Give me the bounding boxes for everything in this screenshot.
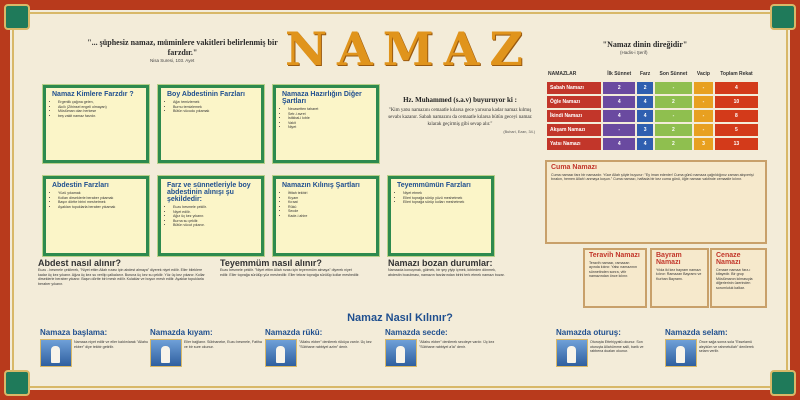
table-cell: 4	[603, 96, 635, 108]
step-text: Namaza niyet edilir ve eller kaldırılarak "Allahu ekber" diye tekbir getirilir.	[74, 340, 148, 349]
section-title: Abdest nasıl alınır?	[38, 258, 122, 268]
corner-ornament	[770, 370, 796, 396]
box-text: Cenaze namazı farz-ı kifayedir. Bir grup Müslümanın kılmasıyla diğerlerinin üzerinden sorumluluk kalkar.	[716, 268, 753, 290]
list-item: • Niyet	[288, 125, 370, 130]
table-row	[547, 110, 758, 122]
left-quote-source: Nisa Suresi, 103. Ayet	[150, 58, 195, 63]
card-title: Abdestin Farzları	[52, 182, 109, 189]
right-quote: "Namaz dinin direğidir"	[602, 40, 688, 49]
list-item: • Yüzü yıkamak	[58, 191, 140, 196]
list-item: • Vakit	[288, 121, 370, 126]
prayer-table-wrap	[545, 66, 760, 152]
left-quote: "... şüphesiz namaz, müminlere vakitleri belirlenmiş bir farzdır."	[87, 38, 278, 57]
step-kiyam	[150, 328, 268, 349]
table-header: Vacip	[696, 71, 710, 77]
cenaze-box	[710, 248, 767, 308]
table-cell: 8	[715, 110, 758, 122]
step-text: "Allahu ekber" denilerek rükûya varılır. Üç kez "Sübhane rabbiyel azim" denir.	[299, 340, 372, 349]
prayer-name: İkindi Namazı	[547, 110, 601, 122]
list-item: • Kade-i ahire	[288, 214, 370, 219]
abdest-section	[38, 258, 208, 286]
prayer-name: Yatsı Namazı	[547, 138, 601, 150]
list-item: • İftitah tekbiri	[288, 191, 370, 196]
table-cell: 4	[715, 82, 758, 94]
prayer-name: Akşam Namazı	[547, 124, 601, 136]
table-row	[547, 138, 758, 150]
table-cell: 3	[637, 124, 652, 136]
list-item: • Ağız üç kez yıkanır.	[173, 214, 255, 219]
table-cell: 2	[655, 138, 692, 150]
table-cell: -	[655, 82, 692, 94]
card-title: Farz ve sünnetleriyle boy abdestinin alınışı şu şekildedir:	[167, 182, 251, 203]
table-cell: 4	[637, 138, 652, 150]
list-item: • Burna su çekilir.	[173, 219, 255, 224]
step-title: Namazda kıyam:	[150, 328, 213, 337]
section-text: Namazda konuşmak, gülmek, bir şey yiyip içmek, kıbleden dönmek, abdestin bozulması, namazın farzlarından birini terk etmek namazı bozar.	[388, 268, 505, 277]
list-item: • Bütün vücudu yıkamak	[173, 109, 255, 114]
how-title: Namaz Nasıl Kılınır?	[347, 312, 453, 324]
bayram-box	[650, 248, 709, 308]
section-title: Namazı bozan durumlar:	[388, 258, 493, 268]
step-ruku	[265, 328, 383, 349]
box-text: Cuma namazı farz bir namazdır. Yüce Allah şöyle buyurur: "Ey iman edenler! Cuma günü namaza çağrıldığınız zaman alışverişi bırakın, hemen Allah'ı anmaya koşun." Cuma namazı, haftada bir kez cuma günü, öğle namazı vaktinde cemaatle kılınır.	[551, 173, 754, 182]
table-cell: -	[655, 110, 692, 122]
table-cell: 4	[637, 96, 652, 108]
card-title: Namaz Kimlere Farzdır ?	[52, 91, 134, 98]
teravih-box	[583, 248, 647, 308]
table-cell: 2	[603, 82, 635, 94]
step-text: Eller bağlanır. Sübhaneke, Euzu besmele, Fatiha ve bir sure okunur.	[184, 340, 262, 349]
box-title: Bayram Namazı	[656, 252, 682, 266]
section-text: Euzu - besmele çekilerek, "Niyet ettim Allah rızası için abdest almaya" diyerek niyet edilir. Eller bileklere kadar üç kez yıkanır. Ağza üç kez su verilip çalkalanır. Buruna üç kez su çekilir. Yüz üç kez yıkanır. Kollar dirseklerle beraber yıkanır. Başın dörtte biri mesh edilir. Kulaklar ve boyun mesh edilir. Ayaklar topuklarla beraber yıkanır.	[38, 268, 205, 286]
prayer-illustration	[665, 339, 697, 367]
card-hazirlik-sartlari	[273, 85, 379, 163]
step-baslama	[40, 328, 158, 349]
card-kimlere-farz	[43, 85, 149, 163]
step-text: "Allahu ekber" denilerek secdeye varılır. Üç kez "Sübhane rabbiyel a'la" denir.	[419, 340, 495, 349]
card-title: Teyemmümün Farzları	[397, 182, 471, 189]
table-cell: 3	[694, 138, 713, 150]
prayer-illustration	[150, 339, 182, 367]
card-boy-abdesti-alinisi	[158, 176, 264, 256]
prayer-illustration	[385, 339, 417, 367]
list-item: • İstikbal-i kıble	[288, 116, 370, 121]
list-item: • Başın dörtte birini meshetmek	[58, 200, 140, 205]
table-cell: -	[694, 82, 713, 94]
step-title: Namazda rükû:	[265, 328, 323, 337]
table-cell: 10	[715, 96, 758, 108]
prayer-illustration	[40, 339, 72, 367]
prayer-illustration	[556, 339, 588, 367]
teyemmum-section	[220, 258, 360, 277]
list-item: • Ergenlik çağına gelen,	[58, 100, 140, 105]
box-title: Cuma Namazı	[551, 164, 597, 171]
card-abdest-farzlari	[43, 176, 149, 256]
box-text: Yılda iki kez bayram namazı kılınır: Ramazan Bayramı ve Kurban Bayramı.	[656, 268, 702, 281]
section-text: Euzu besmele çekilir. "Niyet ettim Allah rızası için teyemmüm almaya" diyerek niyet edilir. Eller toprağa sürülüp yüz meshedilir. Eller tekrar toprağa sürülüp kollar meshedilir.	[220, 268, 360, 277]
card-title: Namaza Hazırlığın Diğer Şartları	[282, 91, 362, 105]
list-item: • Niyet edilir.	[173, 210, 255, 215]
hadith-block	[385, 96, 535, 134]
table-cell: -	[603, 124, 635, 136]
table-header: İlk Sünnet	[607, 71, 632, 77]
prayer-table	[545, 66, 760, 152]
table-header: Toplam Rekat	[720, 71, 753, 77]
list-item: • Kolları dirseklerle beraber yıkamak	[58, 196, 140, 201]
list-item: • Ağzı temizlemek	[173, 100, 255, 105]
step-title: Namaza başlama:	[40, 328, 108, 337]
step-title: Namazda selam:	[665, 328, 728, 337]
step-oturus	[556, 328, 656, 353]
table-cell: -	[694, 124, 713, 136]
list-item: • Niyet etmek	[403, 191, 485, 196]
prayer-name: Sabah Namazı	[547, 82, 601, 94]
step-secde	[385, 328, 503, 349]
card-teyemmum-farzlari	[388, 176, 494, 256]
list-item: • Rükû	[288, 205, 370, 210]
corner-ornament	[4, 4, 30, 30]
list-item: • Burnu temizlemek	[173, 105, 255, 110]
bozan-section	[388, 258, 508, 277]
card-boy-abdesti	[158, 85, 264, 163]
table-cell: 2	[655, 124, 692, 136]
table-cell: -	[694, 110, 713, 122]
table-header: NAMAZLAR	[548, 71, 577, 77]
table-cell: 5	[715, 124, 758, 136]
list-item: • Necasetten taharet	[288, 107, 370, 112]
table-row	[547, 96, 758, 108]
list-item: • Kıraat	[288, 200, 370, 205]
table-row	[547, 82, 758, 94]
step-selam	[665, 328, 765, 353]
table-cell: 4	[637, 110, 652, 122]
section-title: Teyemmüm nasıl alınır?	[220, 258, 322, 268]
list-item: • Müslüman olan herkese	[58, 109, 140, 114]
corner-ornament	[770, 4, 796, 30]
list-item: • Elleri toprağa sürüp kolları meshetmek	[403, 200, 485, 205]
step-text: Oturuşta Ettehiyyatü okunur. Son oturuşta Allahümme salli, barik ve rabbena duaları okunur.	[590, 340, 644, 353]
table-header: Son Sünnet	[659, 71, 688, 77]
hadith-heading: Hz. Muhammed (s.a.v) buyuruyor ki :	[403, 96, 517, 104]
list-item: • Akıllı (Zihinsel engeli olmayan)	[58, 105, 140, 110]
right-quote-source: (Hadis-i Şerif)	[620, 50, 648, 55]
step-text: Önce sağa sonra sola "Esselamü aleyküm ve rahmetullah" denilerek selam verilir.	[699, 340, 754, 353]
box-title: Cenaze Namazı	[716, 252, 741, 266]
table-cell: 2	[637, 82, 652, 94]
step-title: Namazda oturuş:	[556, 328, 621, 337]
cuma-box	[545, 160, 767, 244]
card-kilinis-sartlari	[273, 176, 379, 256]
list-item: • Kıyam	[288, 196, 370, 201]
page-title: NAMAZ	[285, 22, 533, 76]
table-cell: 4	[603, 138, 635, 150]
table-cell: 2	[655, 96, 692, 108]
prayer-name: Öğle Namazı	[547, 96, 601, 108]
card-title: Namazın Kılınış Şartları	[282, 182, 360, 189]
list-item: • Secde	[288, 209, 370, 214]
card-title: Boy Abdestinin Farzları	[167, 91, 245, 98]
list-item: • Bütün vücut yıkanır.	[173, 223, 255, 228]
hadith-source: (Buhari, Ezan, 34.)	[503, 130, 535, 134]
table-cell: 4	[603, 110, 635, 122]
list-item: • Ayakları topuklarla beraber yıkamak	[58, 205, 140, 210]
table-cell: -	[694, 96, 713, 108]
box-title: Teravih Namazı	[589, 252, 640, 259]
corner-ornament	[4, 370, 30, 396]
hadith-text: "Kim yatsı namazını cemaatle kılarsa gece yarısına kadar namaz kılmış sevabı kazanır. Sabah namazını da cemaatle kılarsa bütün geceyi namaz kılarak geçirmiş gibi sevap alır."	[388, 108, 532, 127]
list-item: • beş vakit namaz farzdır.	[58, 114, 140, 119]
list-item: • Euzu besmele çekilir.	[173, 205, 255, 210]
list-item: • Setr-i avret	[288, 112, 370, 117]
list-item: • Elleri toprağa sürüp yüzü meshetmek	[403, 196, 485, 201]
step-title: Namazda secde:	[385, 328, 448, 337]
table-cell: 13	[715, 138, 758, 150]
prayer-illustration	[265, 339, 297, 367]
box-text: Teravih namazı, ramazan ayında kılınır. Yatsı namazının sünnetinden sonra, vitir namazından önce kılınır.	[589, 261, 638, 279]
table-row	[547, 124, 758, 136]
table-header: Farz	[639, 71, 651, 77]
